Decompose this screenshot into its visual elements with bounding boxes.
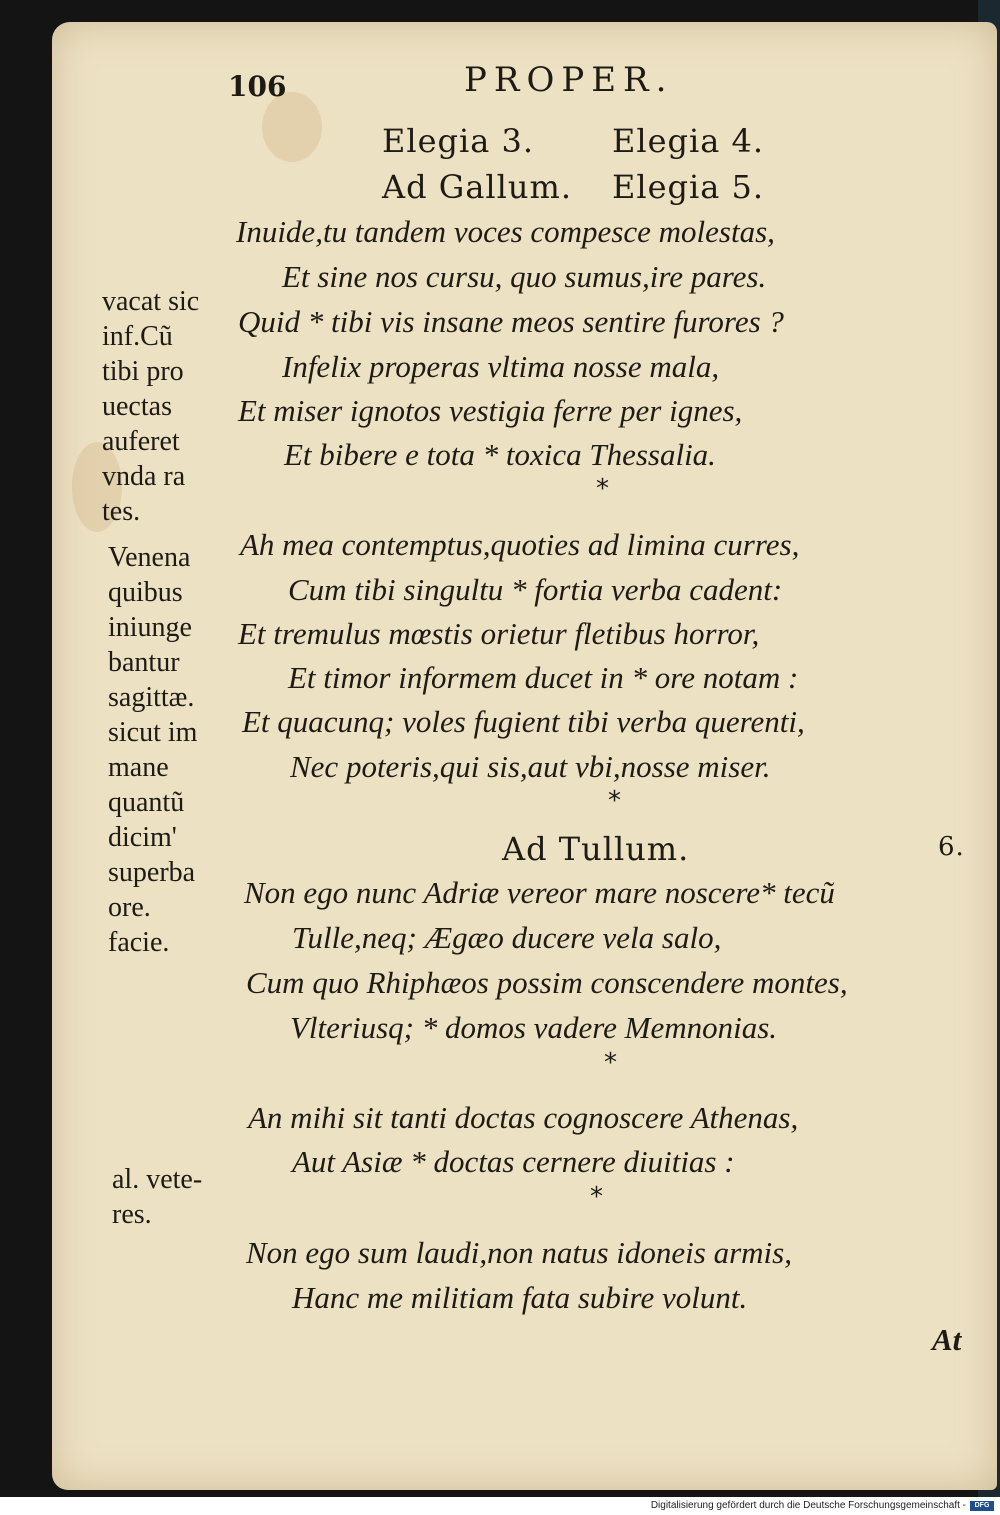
marginal-note-line: superba	[108, 857, 196, 888]
marginal-note-line: facie.	[108, 927, 170, 958]
heading-elegia-5: Elegia 5.	[612, 168, 765, 206]
verse-line: Quid * tibi vis insane meos sentire furores ?	[238, 304, 784, 339]
verse-line: Et tremulus mœstis orietur fletibus horror,	[238, 616, 760, 651]
verse-line: Et timor informem ducet in * ore notam :	[288, 660, 799, 695]
verse-line: Aut Asiæ * doctas cernere diuitias :	[292, 1144, 735, 1179]
verse-line: Infelix properas vltima nosse mala,	[282, 349, 720, 384]
marginal-note-line: sagittæ.	[108, 682, 195, 713]
heading-elegia-4: Elegia 4.	[612, 122, 765, 160]
verse-line: Nec poteris,qui sis,aut vbi,nosse miser.	[290, 749, 771, 784]
marginal-note-line: mane	[108, 752, 169, 783]
marginal-note-line: al. vete-	[112, 1164, 203, 1195]
heading-ad-gallum: Ad Gallum.	[382, 168, 572, 206]
asterism: *	[608, 786, 621, 816]
marginal-note-line: quantũ	[108, 787, 185, 818]
marginal-note-line: quibus	[108, 577, 183, 608]
heading-elegia-3: Elegia 3.	[382, 122, 535, 160]
asterism: *	[596, 474, 609, 504]
marginal-note-line: Venena	[108, 542, 191, 573]
heading-elegia-6-number: 6.	[938, 832, 965, 862]
verse-line: Ah mea contemptus,quoties ad limina curres,	[240, 527, 800, 562]
marginal-note	[108, 540, 197, 960]
marginal-note-line: sicut im	[108, 717, 198, 748]
verse-line: Vlteriusq; * domos vadere Memnonias.	[290, 1010, 778, 1045]
marginal-note-line: inf.Cũ	[102, 321, 173, 352]
catchword: At	[932, 1322, 962, 1357]
marginal-note-line: ore.	[108, 892, 151, 923]
marginal-note-line: res.	[112, 1199, 152, 1230]
verse-line: Tulle,neq; Ægæo ducere vela salo,	[292, 920, 722, 955]
verse-line: Non ego nunc Adriæ vereor mare noscere* tecũ	[244, 875, 835, 910]
marginal-note-line: dicim'	[108, 822, 177, 853]
marginal-note-line: iniunge	[108, 612, 192, 643]
verse-line: Et quacunq; voles fugient tibi verba querenti,	[242, 704, 805, 739]
marginal-note-line: vacat sic	[102, 286, 200, 317]
digitization-footer	[0, 1497, 1000, 1515]
verse-line: Et sine nos cursu, quo sumus,ire pares.	[282, 259, 767, 294]
verse-line: Hanc me militiam fata subire volunt.	[292, 1280, 748, 1315]
verse-line: Inuide,tu tandem voces compesce molestas,	[236, 214, 775, 249]
verse-line: Et bibere e tota * toxica Thessalia.	[284, 437, 716, 472]
verse-line: Non ego sum laudi,non natus idoneis armis,	[246, 1235, 792, 1270]
marginal-note-line: bantur	[108, 647, 180, 678]
heading-ad-tullum: Ad Tullum.	[502, 830, 690, 868]
asterism: *	[590, 1182, 603, 1212]
marginal-note	[112, 1162, 202, 1232]
marginal-note	[102, 284, 199, 529]
marginal-note-line: vnda ra	[102, 461, 186, 492]
verse-line: Cum quo Rhiphæos possim conscendere montes,	[246, 965, 848, 1000]
folio-number: 106	[228, 70, 287, 103]
verse-line: An mihi sit tanti doctas cognoscere Athenas,	[248, 1100, 799, 1135]
marginal-note-line: auferet	[102, 426, 180, 457]
dfg-logo-icon: DFG	[970, 1501, 994, 1511]
asterism: *	[604, 1048, 617, 1078]
running-head: PROPER.	[464, 60, 674, 100]
verse-line: Cum tibi singultu * fortia verba cadent:	[288, 572, 783, 607]
marginal-note-line: tes.	[102, 496, 141, 527]
book-page	[52, 22, 997, 1490]
marginal-note-line: tibi pro	[102, 356, 184, 387]
footer-credit: Digitalisierung gefördert durch die Deutsche Forschungsgemeinschaft -	[650, 1500, 966, 1511]
marginal-note-line: uectas	[102, 391, 172, 422]
verse-line: Et miser ignotos vestigia ferre per ignes,	[238, 393, 743, 428]
